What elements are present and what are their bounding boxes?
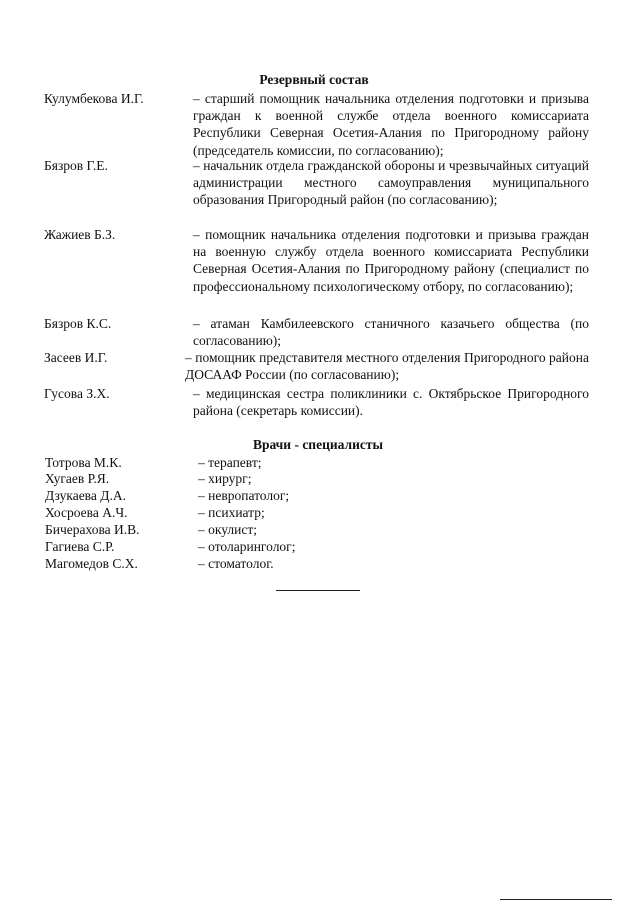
doctor-specialty: – психиатр;: [198, 505, 265, 520]
member-name: Засеев И.Г.: [44, 350, 108, 365]
doctor-name: Бичерахова И.В.: [45, 522, 140, 537]
member-role: – атаман Камбилеевского станичного казачьего общества (по согласованию);: [193, 316, 589, 349]
doctor-name: Хугаев Р.Я.: [45, 471, 110, 486]
member-name: Бязров К.С.: [44, 316, 112, 331]
doctor-specialty: – стоматолог.: [198, 556, 274, 571]
doctor-specialty: – невропатолог;: [198, 488, 290, 503]
member-role: – начальник отдела гражданской обороны и чрезвычайных ситуаций администрации местного самоуправления муниципального образования Пригородный район (по согласованию);: [193, 158, 589, 208]
doctor-specialty: – окулист;: [198, 522, 258, 537]
member-role: – старший помощник начальника отделения подготовки и призыва граждан к военной службе отдела военного комиссариата Республики Северная Осетия-Алания по Пригородному району (председатель комиссии, по согласованию);: [193, 91, 589, 158]
doctor-specialty: – хирург;: [198, 471, 252, 486]
member-role: – помощник представителя местного отделения Пригородного района ДОСААФ России (по согласованию);: [185, 350, 589, 383]
doctor-name: Хосроева А.Ч.: [45, 505, 128, 520]
footer-divider-line: [500, 899, 612, 900]
doctor-name: Магомедов С.Х.: [45, 556, 138, 571]
member-role: – медицинская сестра поликлиники с. Октябрьское Пригородного района (секретарь комиссии).: [193, 386, 589, 419]
reserve-section-heading: Резервный состав: [259, 72, 369, 87]
doctor-name: Дзукаева Д.А.: [45, 488, 126, 503]
member-name: Гусова З.Х.: [44, 386, 110, 401]
member-name: Жажиев Б.З.: [44, 227, 116, 242]
member-name: Бязров Г.Е.: [44, 158, 108, 173]
doctor-specialty: – терапевт;: [198, 455, 262, 470]
member-name: Кулумбекова И.Г.: [44, 91, 144, 106]
doctor-specialty: – отоларинголог;: [198, 539, 296, 554]
end-divider-line: [276, 590, 360, 591]
doctor-name: Гагиева С.Р.: [45, 539, 115, 554]
member-role: – помощник начальника отделения подготовки и призыва граждан на военную службу отдела военного комиссариата Республики Северная Осетия-Алания по Пригородному району (специалист по профессиональному психологическому отбору, по согласованию);: [193, 227, 589, 294]
doctors-section-heading: Врачи - специалисты: [252, 437, 384, 452]
doctor-name: Тотрова М.К.: [45, 455, 122, 470]
